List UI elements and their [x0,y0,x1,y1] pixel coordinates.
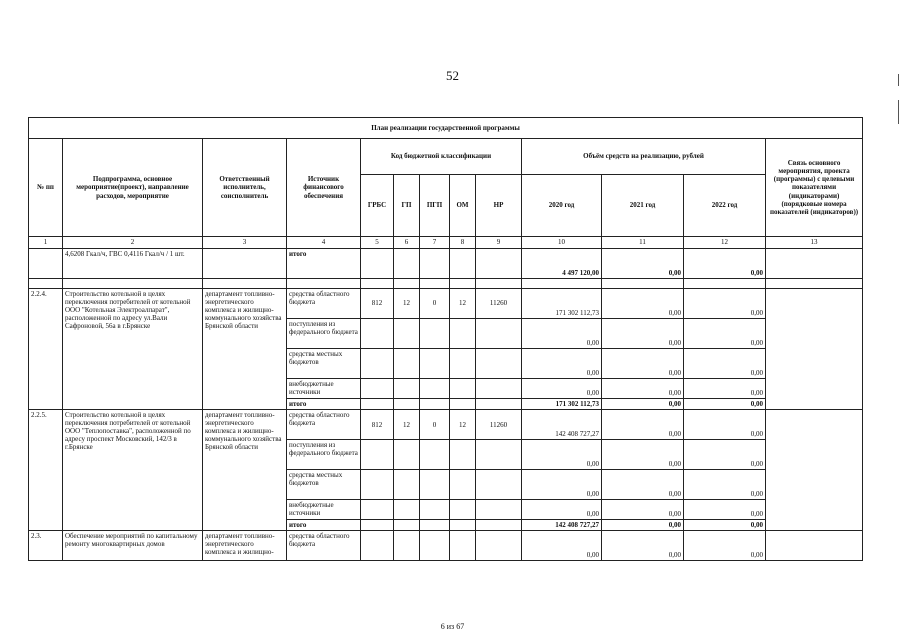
header-num: № пп [29,139,63,237]
value-2021: 0,00 [602,440,684,470]
value-2020: 0,00 [522,500,602,520]
row-source: итого [287,249,361,279]
col-number: 12 [684,237,766,249]
source-extra: внебюджетные источники [287,379,361,399]
item-responsible: департамент топливно-энергетического комплекса и жилищно-коммунального хозяйства Брянской области [203,410,287,531]
code-nr: 11260 [476,289,522,319]
spacer-row [29,279,863,289]
header-2020: 2020 год [522,175,602,237]
program-plan-table [28,117,863,561]
header-gp: ГП [394,175,420,237]
col-number: 10 [522,237,602,249]
value-2020: 171 302 112,73 [522,399,602,410]
value-2020: 0,00 [522,531,602,561]
value-2021: 0,00 [602,531,684,561]
col-number: 4 [287,237,361,249]
table-row [29,531,863,561]
table-title: План реализации государственной программы [29,118,863,139]
table-row [29,289,863,319]
value-2021: 0,00 [602,520,684,531]
col-number: 7 [420,237,450,249]
item-description: Строительство котельной в целях переключения потребителей от котельной ООО "Теплопоставка", расположенной по адресу проспект Московский, 142/3 в г.Брянске [63,410,203,531]
value-2022: 0,00 [684,399,766,410]
item-responsible: департамент топливно-энергетического комплекса и жилищно- [203,531,287,561]
item-responsible: департамент топливно-энергетического комплекса и жилищно-коммунального хозяйства Брянской области [203,289,287,410]
col-number: 2 [63,237,203,249]
col-number: 3 [203,237,287,249]
header-row [29,139,863,175]
header-om: ОМ [450,175,476,237]
header-2021: 2021 год [602,175,684,237]
item-num: 2.2.4. [29,289,63,410]
table-title-row [29,118,863,139]
code-nr: 11260 [476,410,522,440]
table-row [29,249,863,279]
header-volume: Объём средств на реализацию, рублей [522,139,766,175]
value-2022: 0,00 [684,410,766,440]
value-2021: 0,00 [602,470,684,500]
header-pgp: ПГП [420,175,450,237]
row-description: 4,6208 Гкал/ч, ГВС 0,4116 Гкал/ч / 1 шт. [63,249,203,279]
value-2022: 0,00 [684,349,766,379]
value-2021: 0,00 [602,349,684,379]
value-2022: 0,00 [684,520,766,531]
code-pgp: 0 [420,410,450,440]
value-2021: 0,00 [602,410,684,440]
col-number: 1 [29,237,63,249]
source-federal: поступления из федерального бюджета [287,319,361,349]
col-number: 11 [602,237,684,249]
col-number: 9 [476,237,522,249]
value-2021: 0,00 [602,289,684,319]
source-local: средства местных бюджетов [287,349,361,379]
value-2022: 0,00 [684,531,766,561]
edge-mark [898,100,899,124]
edge-mark [898,74,899,86]
header-2022: 2022 год [684,175,766,237]
source-regional: средства областного бюджета [287,410,361,440]
page-footer: 6 из 67 [440,622,465,631]
source-extra: внебюджетные источники [287,500,361,520]
header-link: Связь основного мероприятия, проекта (программы) с целевыми показателями (индикаторами) (порядковые номера показателей (индикаторов)) [766,139,863,237]
value-2020: 0,00 [522,440,602,470]
header-nr: НР [476,175,522,237]
value-2021: 0,00 [602,399,684,410]
value-2022: 0,00 [684,440,766,470]
col-number: 8 [450,237,476,249]
code-gp: 12 [394,410,420,440]
code-grbs: 812 [361,410,394,440]
code-om: 12 [450,410,476,440]
column-number-row [29,237,863,249]
value-2022: 0,00 [684,379,766,399]
value-2022: 0,00 [684,470,766,500]
page-number: 52 [446,68,459,83]
table-row [29,410,863,440]
item-num: 2.2.5. [29,410,63,531]
code-pgp: 0 [420,289,450,319]
header-subprogram: Подпрограмма, основное мероприятие(проект), направление расходов, мероприятие [63,139,203,237]
item-num: 2.3. [29,531,63,561]
value-2021: 0,00 [602,319,684,349]
header-budget-code: Код бюджетной классификации [361,139,522,175]
header-responsible: Ответственный исполнитель, соисполнитель [203,139,287,237]
code-grbs: 812 [361,289,394,319]
source-regional: средства областного бюджета [287,289,361,319]
source-regional: средства областного бюджета [287,531,361,561]
header-source: Источник финансового обеспечения [287,139,361,237]
source-federal: поступления из федерального бюджета [287,440,361,470]
value-2020: 0,00 [522,349,602,379]
item-description: Обеспечение мероприятий по капитальному ремонту многоквартирных домов [63,531,203,561]
source-local: средства местных бюджетов [287,470,361,500]
value-2022: 0,00 [684,289,766,319]
value-2021: 0,00 [602,500,684,520]
value-2022: 0,00 [684,249,766,279]
value-2020: 0,00 [522,379,602,399]
value-2020: 171 302 112,73 [522,289,602,319]
value-2021: 0,00 [602,249,684,279]
value-2020: 142 408 727,27 [522,410,602,440]
col-number: 6 [394,237,420,249]
value-2020: 0,00 [522,470,602,500]
value-2022: 0,00 [684,319,766,349]
value-2021: 0,00 [602,379,684,399]
value-2022: 0,00 [684,500,766,520]
item-description: Строительство котельной в целях переключения потребителей от котельной ООО "Котельная Электроалпарат", расположенной по адресу ул.Вали Сафроновой, 56а в г.Брянске [63,289,203,410]
source-total: итого [287,399,361,410]
header-grbs: ГРБС [361,175,394,237]
value-2020: 0,00 [522,319,602,349]
source-total: итого [287,520,361,531]
value-2020: 142 408 727,27 [522,520,602,531]
code-gp: 12 [394,289,420,319]
col-number: 5 [361,237,394,249]
col-number: 13 [766,237,863,249]
value-2020: 4 497 120,00 [522,249,602,279]
code-om: 12 [450,289,476,319]
